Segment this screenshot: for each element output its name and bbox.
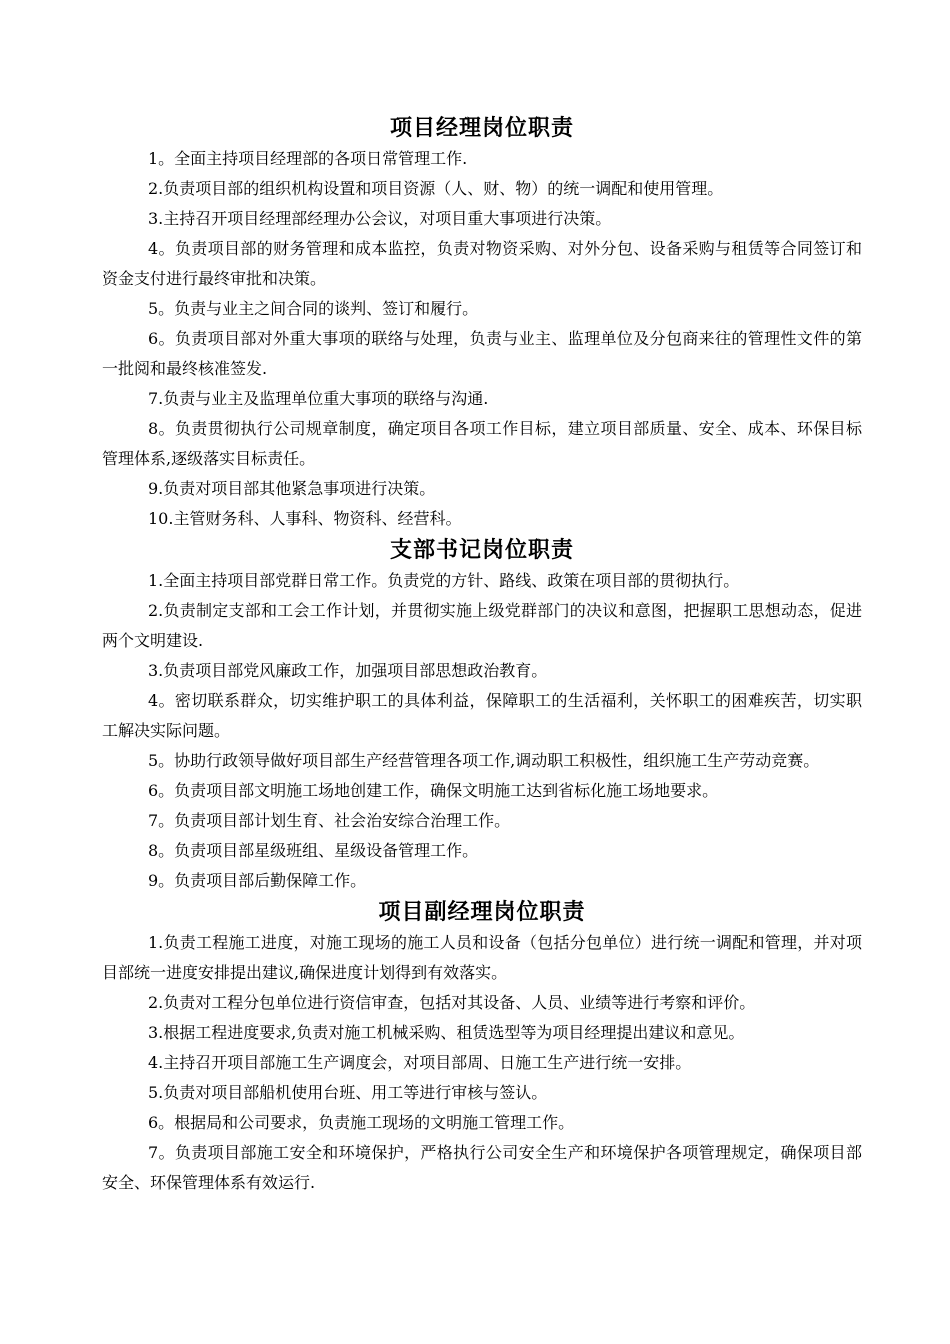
duty-item: 5。协助行政领导做好项目部生产经营管理各项工作,调动职工积极性，组织施工生产劳动竞赛。: [148, 751, 820, 770]
section-title: 支部书记岗位职责: [389, 537, 574, 563]
duty-item: 3.负责项目部党风廉政工作，加强项目部思想政治教育。: [148, 661, 548, 680]
duty-item: 9。负责项目部后勤保障工作。: [148, 871, 367, 890]
duty-item: 4。密切联系群众，切实维护职工的具体利益，保障职工的生活福利，关怀职工的困难疾苦，切实职工解决实际问题。: [102, 691, 862, 740]
duty-item: 8。负责项目部星级班组、星级设备管理工作。: [148, 841, 479, 860]
duty-item: 9.负责对项目部其他紧急事项进行决策。: [148, 479, 436, 498]
duty-item: 8。负责贯彻执行公司规章制度，确定项目各项工作目标，建立项目部质量、安全、成本、环保目标管理体系,逐级落实目标责任。: [102, 419, 862, 468]
duty-item: 3.主持召开项目经理部经理办公会议，对项目重大事项进行决策。: [148, 209, 612, 228]
duty-item: 6。根据局和公司要求，负责施工现场的文明施工管理工作。: [148, 1113, 575, 1132]
duty-item: 4.主持召开项目部施工生产调度会，对项目部周、日施工生产进行统一安排。: [148, 1053, 692, 1072]
duty-item: 3.根据工程进度要求,负责对施工机械采购、租赁选型等为项目经理提出建议和意见。: [148, 1023, 745, 1042]
duty-item: 4。负责项目部的财务管理和成本监控，负责对物资采购、对外分包、设备采购与租赁等合同签订和资金支付进行最终审批和决策。: [102, 239, 862, 288]
duty-item: 1.全面主持项目部党群日常工作。负责党的方针、路线、政策在项目部的贯彻执行。: [148, 571, 740, 590]
duty-item: 7。负责项目部计划生育、社会治安综合治理工作。: [148, 811, 511, 830]
duty-item: 7.负责与业主及监理单位重大事项的联络与沟通.: [148, 389, 489, 408]
duty-item: 5。负责与业主之间合同的谈判、签订和履行。: [148, 299, 479, 318]
section-title: 项目经理岗位职责: [389, 115, 574, 141]
duty-item: 10.主管财务科、人事科、物资科、经营科。: [148, 509, 462, 528]
section-project-manager: [102, 112, 862, 534]
duty-item: 6。负责项目部文明施工场地创建工作，确保文明施工达到省标化施工场地要求。: [148, 781, 719, 800]
document-page: [102, 112, 862, 1198]
duty-item: 1。全面主持项目经理部的各项日常管理工作.: [148, 149, 468, 168]
duty-item: 5.负责对项目部船机使用台班、用工等进行审核与签认。: [148, 1083, 548, 1102]
section-branch-secretary: [102, 534, 862, 896]
duty-item: 7。负责项目部施工安全和环境保护，严格执行公司安全生产和环境保护各项管理规定，确保项目部安全、环保管理体系有效运行.: [102, 1143, 862, 1192]
section-title: 项目副经理岗位职责: [378, 899, 586, 925]
duty-item: 2.负责制定支部和工会工作计划，并贯彻实施上级党群部门的决议和意图，把握职工思想动态，促进两个文明建设.: [102, 601, 862, 650]
duty-item: 1.负责工程施工进度，对施工现场的施工人员和设备（包括分包单位）进行统一调配和管理，并对项目部统一进度安排提出建议,确保进度计划得到有效落实。: [102, 933, 862, 982]
duty-item: 2.负责对工程分包单位进行资信审查，包括对其设备、人员、业绩等进行考察和评价。: [148, 993, 756, 1012]
duty-item: 6。负责项目部对外重大事项的联络与处理，负责与业主、监理单位及分包商来往的管理性文件的第一批阅和最终核准签发.: [102, 329, 862, 378]
section-deputy-manager: [102, 896, 862, 1198]
duty-item: 2.负责项目部的组织机构设置和项目资源（人、财、物）的统一调配和使用管理。: [148, 179, 724, 198]
